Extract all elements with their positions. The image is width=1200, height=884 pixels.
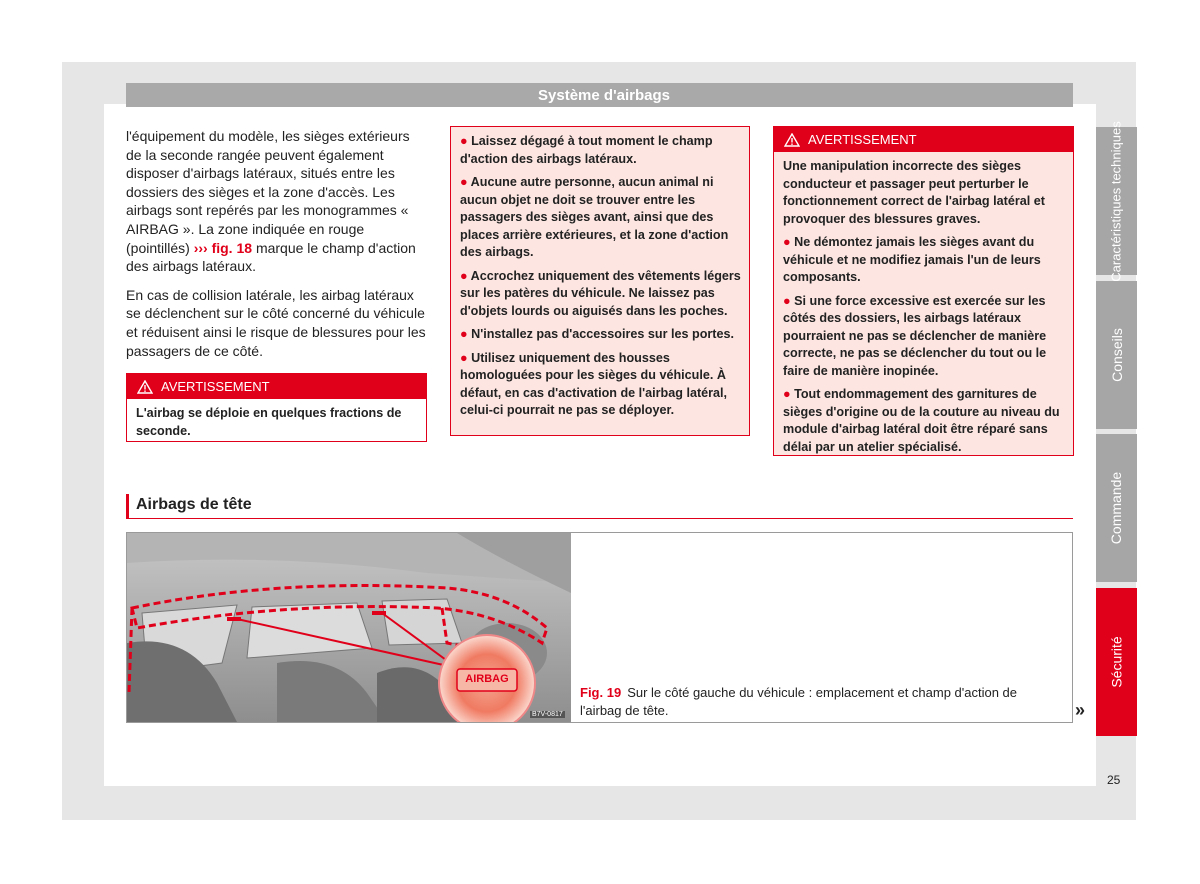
warning-list [451,127,749,434]
warning-list [774,152,1073,470]
warning-box-2 [773,126,1074,456]
warning-list-box [450,126,750,436]
continue-mark: » [1075,700,1086,720]
tab-securite[interactable]: Sécurité [1096,588,1137,736]
list-item: ● Ne démontez jamais les sièges avant du véhicule et ne modifiez jamais l'un de leurs composants. [783,235,1041,284]
paragraph-1: l'équipement du modèle, les sièges extérieurs de la seconde rangée peuvent également disposer d'airbags latéraux, situés entre les dossiers des sièges et la zone d'accès. Les airbags sont repérés par les monogrammes « AIRBAG ». La zone indiquée en rouge (pointillés) ››› fig. 18 marque le champ d'action des airbags latéraux. [126,128,416,275]
list-item: ● Laissez dégagé à tout moment le champ d'action des airbags latéraux. [460,134,713,166]
figure-label: Fig. 19 [580,685,622,700]
paragraph-2: En cas de collision latérale, les airbag latéraux se déclenchent sur le côté concerné du véhicule et réduisent ainsi le risque de blessures pour les passagers de ce côté. [126,286,426,359]
column-1-text [126,127,426,370]
warning-triangle-icon [784,133,800,147]
tab-conseils[interactable]: Conseils [1096,281,1137,429]
page-number: 25 [1107,773,1121,787]
tab-caracteristiques-techniques[interactable]: Caractéristiques techniques [1096,127,1137,275]
warning-triangle-icon [137,380,153,394]
warning-title: AVERTISSEMENT [161,379,270,394]
list-item: ● Utilisez uniquement des housses homologuées pour les sièges du véhicule. À défaut, en cas d'activation de l'airbag latéral, celui-ci pourrait ne pas se déployer. [460,350,728,417]
airbag-badge-label: AIRBAG [465,673,509,685]
list-item: ● N'installez pas d'accessoires sur les portes. [460,327,734,341]
warning-title: AVERTISSEMENT [808,132,917,147]
car-interior-illustration [127,533,571,722]
section-title: Airbags de tête [126,494,1073,519]
warning-header [774,127,1073,152]
warning-header [127,374,426,399]
warning-text: L'airbag se déploie en quelques fractions de seconde. [136,406,402,438]
warning-box-1 [126,373,427,442]
figure-reference-link[interactable]: ››› fig. 18 [193,239,253,256]
page-header: Système d'airbags [126,83,1073,107]
list-item: ● Si une force excessive est exercée sur les côtés des dossiers, les airbags latéraux pourraient ne pas se déclencher de manière correcte, ne pas se déclencher du tout ou le faire de manière inopinée. [783,293,1047,378]
image-code: B7V-0817 [532,711,563,718]
list-item: ● Accrochez uniquement des vêtements légers sur les patères du véhicule. Ne laissez pas d'objets lourds ou aiguisés dans les poches. [460,268,741,318]
list-item: ● Aucune autre personne, aucun animal ni aucun objet ne doit se trouver entre les passagers des sièges avant, ainsi que des places arrière extérieures, et la zone d'action des airbags. [460,175,729,259]
figure-caption: Fig. 19 Sur le côté gauche du véhicule : emplacement et champ d'action de l'airbag de tête. [580,685,1018,718]
list-item: ● Tout endommagement des garnitures de sièges d'origine ou de la couture au niveau du module d'airbag latéral doit être réparé sans délai par un atelier spécialisé. [783,387,1060,454]
tab-commande[interactable]: Commande [1096,434,1137,582]
warning-intro: Une manipulation incorrecte des sièges conducteur et passager peut perturber le fonctionnement correct de l'airbag latéral et provoquer des blessures graves. [783,159,1045,226]
